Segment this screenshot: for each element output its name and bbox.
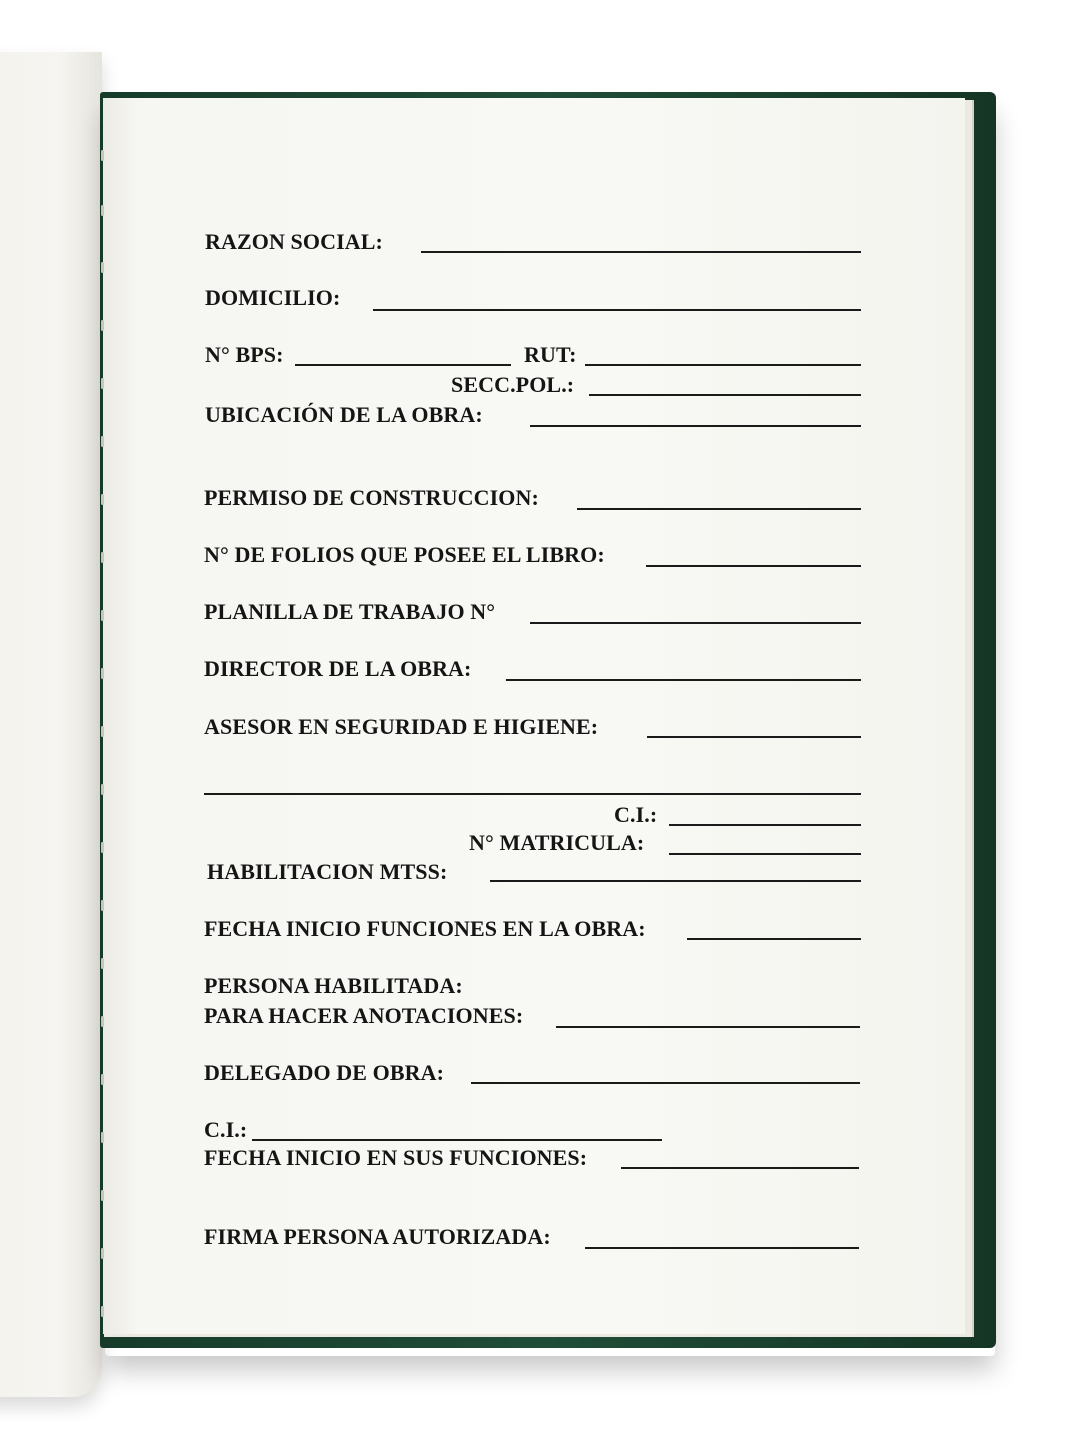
ubicacion-field[interactable] (530, 425, 861, 427)
binding-stitch (101, 1074, 104, 1085)
firma-field[interactable] (585, 1247, 859, 1249)
form-page (103, 98, 965, 1334)
director-field[interactable] (506, 679, 861, 681)
matricula-field[interactable] (669, 853, 861, 855)
folios-label: N° DE FOLIOS QUE POSEE EL LIBRO: (204, 542, 605, 567)
firma-label: FIRMA PERSONA AUTORIZADA: (204, 1224, 551, 1249)
domicilio-label: DOMICILIO: (205, 285, 341, 310)
binding-stitch (101, 378, 104, 389)
binding-stitch (101, 1016, 104, 1027)
bps-field[interactable] (295, 364, 511, 366)
ci-asesor-label: C.I.: (614, 802, 658, 827)
planilla-label: PLANILLA DE TRABAJO N° (204, 599, 496, 624)
delegado-field[interactable] (471, 1082, 860, 1084)
binding-stitch (101, 552, 104, 563)
para-anotaciones-field[interactable] (556, 1026, 860, 1028)
binding-stitch (101, 150, 104, 161)
rut-label: RUT: (524, 342, 577, 367)
asesor-continuation-field[interactable] (204, 793, 861, 795)
domicilio-field[interactable] (373, 309, 861, 311)
ci-asesor-field[interactable] (669, 824, 861, 826)
fecha-inicio-obra-field[interactable] (687, 938, 861, 940)
binding-stitch (101, 726, 104, 737)
bps-label: N° BPS: (205, 342, 284, 367)
binding-stitch (101, 784, 104, 795)
binding-stitch (101, 900, 104, 911)
director-label: DIRECTOR DE LA OBRA: (204, 656, 472, 681)
secc-pol-field[interactable] (589, 394, 861, 396)
binding-stitch (101, 1132, 104, 1143)
ci-delegado-label: C.I.: (204, 1117, 248, 1142)
secc-pol-label: SECC.POL.: (451, 372, 575, 397)
planilla-field[interactable] (530, 622, 861, 624)
binding-stitch (101, 436, 104, 447)
razon-social-label: RAZON SOCIAL: (205, 229, 383, 254)
permiso-label: PERMISO DE CONSTRUCCION: (204, 485, 539, 510)
asesor-field[interactable] (647, 736, 861, 738)
para-anotaciones-label: PARA HACER ANOTACIONES: (204, 1003, 524, 1028)
asesor-label: ASESOR EN SEGURIDAD E HIGIENE: (204, 714, 599, 739)
binding-stitch (101, 1248, 104, 1259)
binding-stitch (101, 1306, 104, 1317)
binding-stitch (101, 494, 104, 505)
binding-stitch (101, 320, 104, 331)
folios-field[interactable] (646, 565, 861, 567)
fecha-inicio-funciones-field[interactable] (621, 1167, 859, 1169)
matricula-label: N° MATRICULA: (469, 830, 645, 855)
razon-social-field[interactable] (421, 251, 861, 253)
rut-field[interactable] (585, 364, 861, 366)
fecha-inicio-funciones-label: FECHA INICIO EN SUS FUNCIONES: (204, 1145, 588, 1170)
left-page (0, 52, 102, 1397)
fecha-inicio-obra-label: FECHA INICIO FUNCIONES EN LA OBRA: (204, 916, 646, 941)
ci-delegado-field[interactable] (252, 1139, 662, 1141)
ubicacion-label: UBICACIÓN DE LA OBRA: (205, 402, 483, 427)
habilitacion-field[interactable] (490, 880, 861, 882)
binding-stitch (101, 262, 104, 273)
habilitacion-label: HABILITACION MTSS: (207, 859, 448, 884)
binding-stitch (101, 610, 104, 621)
binding-stitch (101, 1190, 104, 1201)
permiso-field[interactable] (577, 508, 861, 510)
binding-stitch (101, 842, 104, 853)
binding-stitch (101, 205, 104, 216)
binding-stitch (101, 958, 104, 969)
delegado-label: DELEGADO DE OBRA: (204, 1060, 445, 1085)
persona-habilitada-label: PERSONA HABILITADA: (204, 973, 463, 998)
binding-stitch (101, 668, 104, 679)
